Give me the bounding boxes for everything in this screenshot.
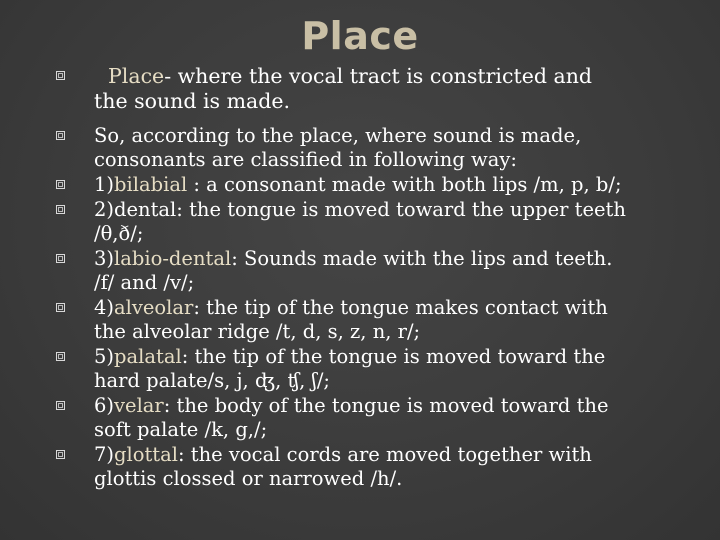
item-text-line2: soft palate /k, g,/; — [94, 418, 268, 441]
item-text: : the tip of the tongue is moved toward the — [181, 345, 606, 368]
item-prefix: 3) — [94, 247, 115, 270]
list-item — [56, 173, 696, 197]
bullet-list — [56, 64, 696, 492]
item-text: So, according to the place, where sound is made, — [94, 124, 582, 147]
item-text: : Sounds made with the lips and teeth. — [231, 247, 613, 270]
square-bullet-icon — [56, 180, 65, 189]
square-bullet-icon — [56, 131, 65, 140]
square-bullet-icon — [56, 303, 65, 312]
item-text-line2: /θ,ð/; — [94, 222, 144, 245]
item-text: - where the vocal tract is constricted and — [164, 64, 593, 88]
item-text: 2)dental: the tongue is moved toward the upper teeth — [94, 198, 626, 221]
term-glottal: glottal — [114, 443, 179, 466]
term-palatal: palatal — [114, 345, 182, 368]
term-bilabial: bilabial — [114, 173, 188, 196]
item-text-line2: hard palate/s, j, ʤ, ʧ, ʃ/; — [94, 369, 330, 392]
item-text: : a consonant made with both lips /m, p, b/; — [187, 173, 622, 196]
term-alveolar: alveolar — [114, 296, 194, 319]
slide-title: Place — [301, 14, 419, 58]
square-bullet-icon — [56, 450, 65, 459]
term-place: Place — [108, 64, 165, 88]
square-bullet-icon — [56, 71, 65, 80]
item-prefix: 6) — [94, 394, 115, 417]
item-text: : the tip of the tongue makes contact with — [193, 296, 608, 319]
item-text: : the vocal cords are moved together with — [178, 443, 592, 466]
term-velar: velar — [114, 394, 164, 417]
square-bullet-icon — [56, 352, 65, 361]
item-text-line2: consonants are classified in following way: — [94, 148, 517, 171]
item-prefix: 7) — [94, 443, 115, 466]
list-item — [56, 247, 696, 295]
list-item — [56, 394, 696, 442]
item-text-line2: the sound is made. — [94, 89, 291, 113]
list-item — [56, 198, 696, 246]
list-item — [56, 443, 696, 491]
item-text-line2: glottis clossed or narrowed /h/. — [94, 467, 403, 490]
list-item — [56, 124, 696, 172]
item-prefix: 5) — [94, 345, 115, 368]
list-item — [56, 345, 696, 393]
square-bullet-icon — [56, 401, 65, 410]
term-labio-dental: labio-dental — [114, 247, 232, 270]
item-text: : the body of the tongue is moved toward the — [163, 394, 609, 417]
square-bullet-icon — [56, 205, 65, 214]
list-item — [56, 64, 696, 114]
item-text-line2: the alveolar ridge /t, d, s, z, n, r/; — [94, 320, 421, 343]
item-prefix: 4) — [94, 296, 115, 319]
item-prefix: 1) — [94, 173, 115, 196]
item-text-line2: /f/ and /v/; — [94, 271, 195, 294]
square-bullet-icon — [56, 254, 65, 263]
list-item — [56, 296, 696, 344]
